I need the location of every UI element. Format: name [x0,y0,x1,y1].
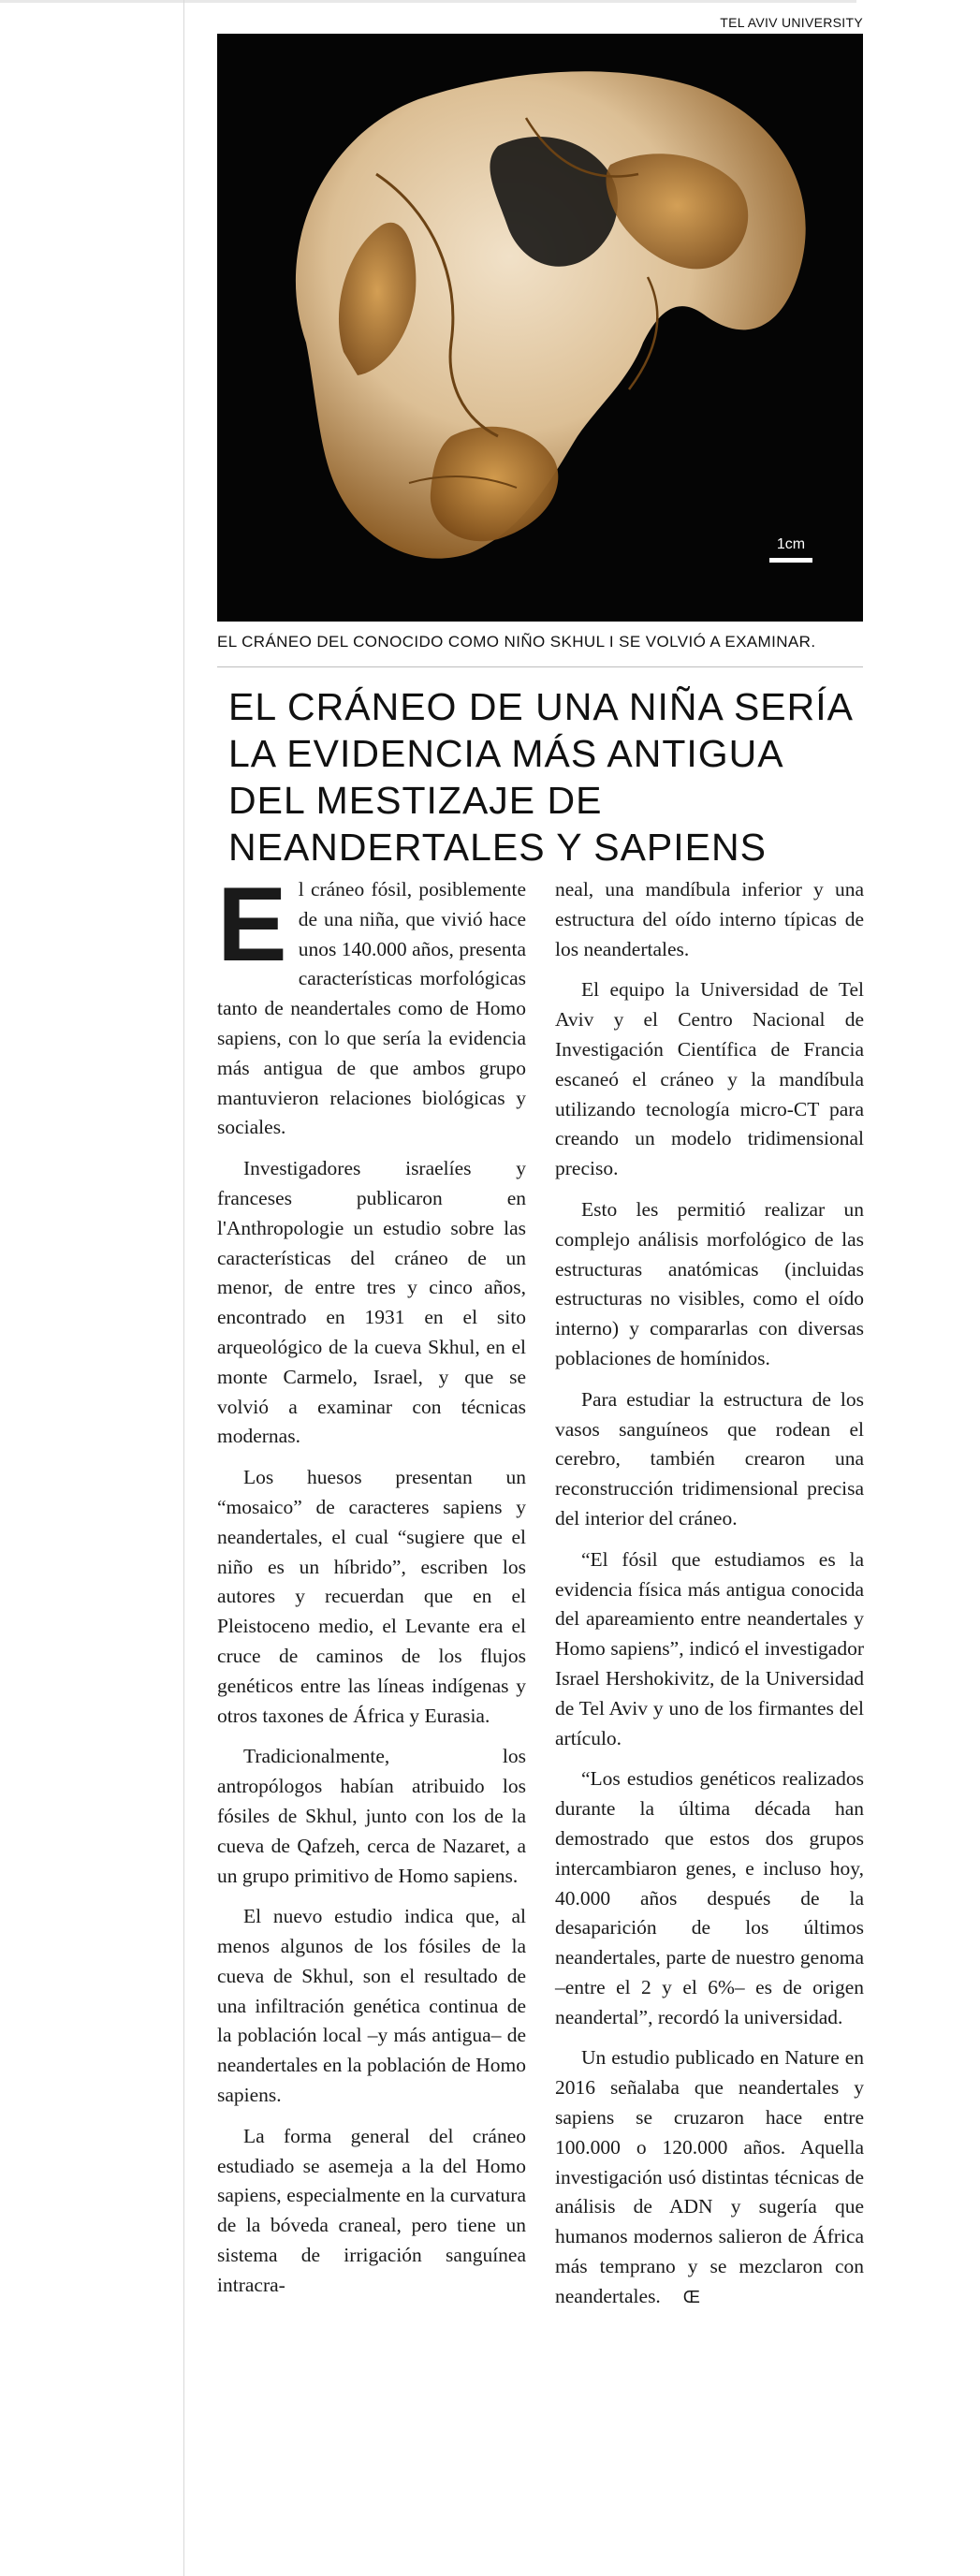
body-paragraph-last: Un estudio publicado en Nature en 2016 señalaba que neandertales y sapiens se cruzaron hace entre 100.000 o 120.000 años. Aquella investigación usó distintas técnicas de análisis de ADN y sugería que humanos modernos salieron de África más temprano y se mezclaron con neandertales. Œ [555,2046,864,2307]
drop-cap: E [217,866,287,983]
scale-bar [769,558,812,563]
photo-credit: TEL AVIV UNIVERSITY [720,15,863,30]
body-paragraph: Esto les permitió realizar un complejo análisis morfológico de las estructuras anatómicas (incluidas estructuras no visibles, como el oído interno) y compararlas con diversas poblaciones de homínidos. [555,1197,864,1369]
article-column-right [555,875,864,2324]
article-headline: EL CRÁNEO DE UNA NIÑA SERÍA LA EVIDENCIA MÁS ANTIGUA DEL MESTIZAJE DE NEANDERTALES Y SAPIENS [228,685,852,869]
body-paragraph: La forma general del cráneo estudiado se asemeja a la del Homo sapiens, especialmente en la curvatura de la bóveda craneal, pero tiene un sistema de irrigación sanguínea intracra- [217,2124,526,2296]
caption-divider [217,666,863,667]
skull-photo [217,34,863,622]
photo-caption: EL CRÁNEO DEL CONOCIDO COMO NIÑO SKHUL I SE VOLVIÓ A EXAMINAR. [217,633,816,651]
skull-illustration [217,34,863,622]
body-paragraph: Investigadores israelíes y franceses publicaron en l'Anthropologie un estudio sobre las características del cráneo de un menor, de entre tres y cinco años, encontrado en 1931 en el sito arqueológico de la cueva Skhul, en el monte Carmelo, Israel, y que se volvió a examinar con técnicas modernas. [217,1157,526,1448]
body-paragraph: “El fósil que estudiamos es la evidencia física más antigua conocida del apareamiento entre neandertales y Homo sapiens”, indicó el investigador Israel Hershokivitz, de la Universidad de Tel Aviv y uno de los firmantes del artículo. [555,1547,864,1749]
article-column-left [217,866,526,2312]
body-paragraph: El cráneo fósil, posiblemente de una niña, que vivió hace unos 140.000 años, presenta características morfológicas tanto de neandertales como de Homo sapiens, con lo que sería la evidencia más antigua de que ambos grupo mantuvieron relaciones biológicas y sociales. [217,866,526,1139]
top-rule [0,0,856,3]
body-paragraph: Los huesos presentan un “mosaico” de caracteres sapiens y neandertales, el cual “sugiere que el niño es un híbrido”, escriben los autores y recuerdan que en el Pleistoceno medio, el Levante era el cruce de caminos de los flujos genéticos entre las líneas indígenas y otros taxones de África y Eurasia. [217,1466,526,1727]
scale-label: 1cm [776,536,806,552]
body-paragraph: El nuevo estudio indica que, al menos algunos de los fósiles de la cueva de Skhul, son el resultado de una infiltración genética continua de la población local –y más antigua– de neandertales en la población de Homo sapiens. [217,1905,526,2107]
body-paragraph: Para estudiar la estructura de los vasos sanguíneos que rodean el cerebro, también crearon una reconstrucción tridimensional precisa del interior del cráneo. [555,1387,864,1530]
page-gutter-line [183,0,184,2576]
body-paragraph-continuation: neal, una mandíbula inferior y una estructura del oído interno típicas de los neandertales. [555,878,864,960]
body-paragraph: Tradicionalmente, los antropólogos habían atribuido los fósiles de Skhul, junto con los de la cueva de Qafzeh, cerca de Nazaret, a un grupo primitivo de Homo sapiens. [217,1745,526,1887]
end-mark-icon: Œ [682,2287,700,2306]
body-paragraph: “Los estudios genéticos realizados durante la última década han demostrado que estos dos grupos intercambiaron genes, e incluso hoy, 40.000 años después de la desaparición de los últimos neandertales, parte de nuestro genoma –entre el 2 y el 6%– es de origen neandertal”, recordó la universidad. [555,1767,864,2028]
body-paragraph: El equipo la Universidad de Tel Aviv y el Centro Nacional de Investigación Científica de Francia escaneó el cráneo y la mandíbula utilizando tecnología micro-CT para creando un modelo tridimensional preciso. [555,978,864,1180]
